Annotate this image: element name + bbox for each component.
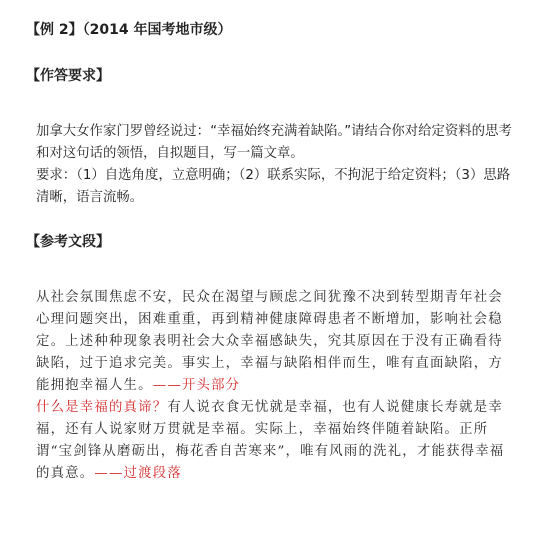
reference-essay — [36, 287, 514, 485]
prompt-rules: 要求：（1）自选角度，立意明确；（2）联系实际，不拘泥于给定资料；（3）思路清晰，语言流畅。 — [36, 168, 511, 205]
essay-question-text: 什么是幸福的真谛？ — [36, 400, 168, 415]
prompt-block — [36, 121, 516, 209]
example-heading: 【例 2】（2014 年国考地市级） — [26, 22, 232, 38]
opening-annotation: ——开头部分 — [152, 378, 241, 393]
requirements-heading: 【作答要求】 — [26, 68, 110, 84]
essay-transition-paragraph — [36, 397, 514, 485]
transition-annotation: ——过渡段落 — [94, 466, 182, 481]
reference-heading: 【参考文段】 — [26, 234, 110, 250]
essay-opening-text: 从社会氛围焦虑不安，民众在渴望与顾虑之间犹豫不决到转型期青年社会心理问题突出，困难重重，再到精神健康障碍患者不断增加，影响社会稳定。上述种种现象表明社会大众幸福感缺失，究其原因在于没有正确看待缺陷，过于追求完美。事实上，幸福与缺陷相伴而生，唯有直面缺陷，方能拥抱幸福人生。 — [36, 290, 503, 393]
prompt-question: 加拿大女作家门罗曾经说过：“幸福始终充满着缺陷。”请结合你对给定资料的思考和对这句话的领悟，自拟题目，写一篇文章。 — [36, 124, 512, 161]
essay-transition-text: 有人说衣食无忧就是幸福，也有人说健康长寿就是幸福，还有人说家财万贯就是幸福。实际上，幸福始终伴随着缺陷。正所谓“宝剑锋从磨砺出，梅花香自苦寒来”，唯有风雨的洗礼，才能获得幸福的真意。 — [36, 400, 505, 481]
essay-opening-paragraph — [36, 287, 514, 397]
